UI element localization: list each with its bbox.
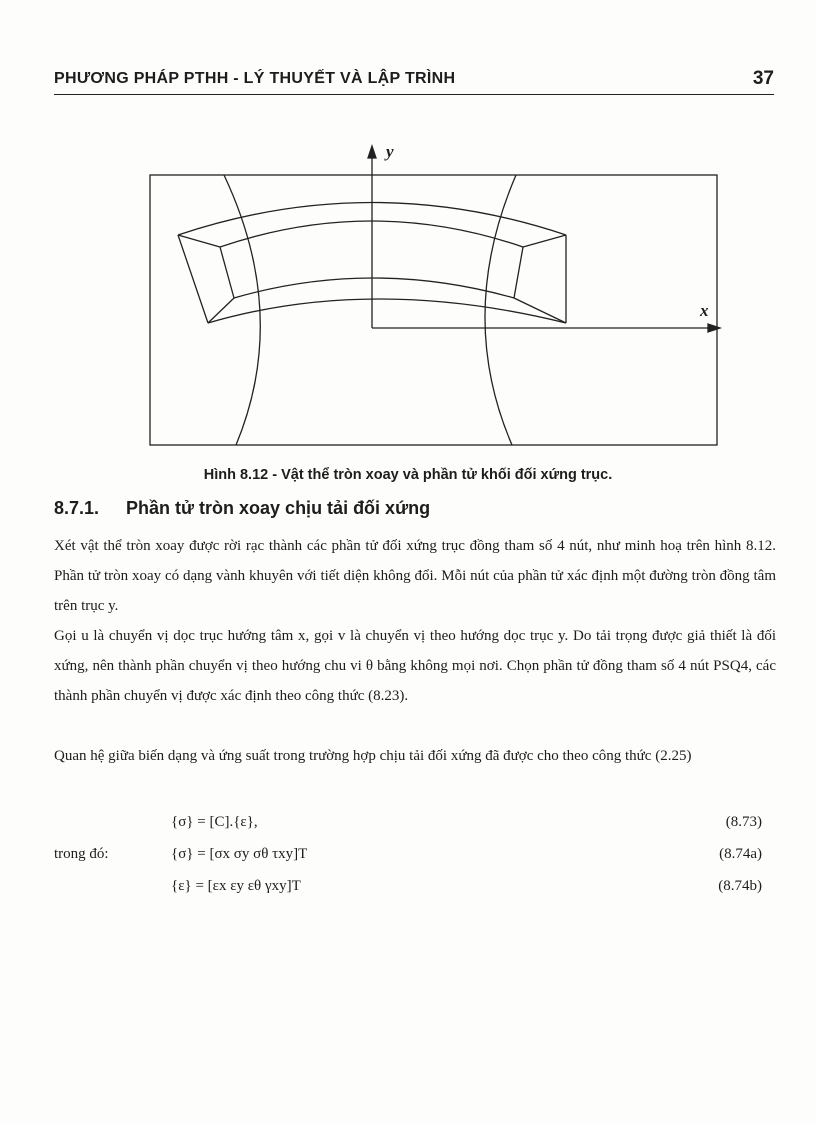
page-header bbox=[54, 68, 774, 95]
paragraph-1: Xét vật thể tròn xoay được rời rạc thành các phần tử đối xứng trục đồng tham số 4 nút, như minh hoạ trên hình 8.12. Phần tử tròn xoay có dạng vành khuyên với tiết diện không đổi. Mỗi nút của phần tử xác định một đường tròn đồng tâm trên trục y. bbox=[54, 538, 776, 614]
equation-body: {σ} = [C].{ε}, bbox=[171, 814, 258, 830]
equation-8-73 bbox=[54, 814, 776, 840]
figure-frame bbox=[150, 175, 717, 445]
figure-8-12 bbox=[140, 140, 730, 460]
figure-caption: Hình 8.12 - Vật thể tròn xoay và phần tử khối đối xứng trục. bbox=[203, 467, 613, 483]
element-bottom-arc bbox=[208, 299, 566, 323]
section-number: 8.7.1. bbox=[54, 498, 100, 518]
equation-number: (8.74b) bbox=[718, 878, 762, 894]
x-axis-arrow-icon bbox=[708, 324, 720, 332]
equation-number: (8.74a) bbox=[719, 846, 762, 862]
section-left-edge bbox=[220, 247, 234, 298]
paragraph-3: Quan hệ giữa biến dạng và ứng suất trong trường hợp chịu tải đối xứng đã được cho theo công thức (2.25) bbox=[54, 748, 692, 764]
page-number: 37 bbox=[752, 68, 774, 89]
equation-8-74b bbox=[54, 878, 776, 904]
equation-number: (8.73) bbox=[725, 814, 762, 830]
section-title: Phần tử tròn xoay chịu tải đối xứng bbox=[126, 498, 431, 518]
section-heading bbox=[54, 498, 430, 519]
equation-lead: trong đó: bbox=[54, 846, 109, 862]
x-axis-label: x bbox=[700, 301, 709, 320]
axisymmetric-body-diagram bbox=[140, 140, 730, 460]
running-title: PHƯƠNG PHÁP PTHH - LÝ THUYẾT VÀ LẬP TRÌNH bbox=[54, 70, 456, 87]
section-right-edge bbox=[514, 247, 523, 298]
equation-8-74a bbox=[54, 846, 776, 872]
y-axis-arrow-icon bbox=[368, 146, 376, 158]
paragraph-2: Gọi u là chuyển vị dọc trục hướng tâm x, gọi v là chuyển vị theo hướng dọc trục y. Do tải trọng được giả thiết là đối xứng, nên thành phần chuyển vị theo hướng chu vi θ bằng không mọi nơi. Chọn phần tử đồng tham số 4 nút PSQ4, các thành phần chuyển vị được xác định theo công thức (8.23). bbox=[54, 628, 776, 704]
equation-body: {ε} = [εx εy εθ γxy]T bbox=[171, 878, 301, 894]
section-bottom-arc bbox=[234, 278, 514, 298]
left-profile-curve bbox=[224, 175, 260, 445]
equation-body: {σ} = [σx σy σθ τxy]T bbox=[171, 846, 308, 862]
y-axis-label: y bbox=[386, 142, 394, 161]
element-left-edge bbox=[178, 235, 208, 323]
